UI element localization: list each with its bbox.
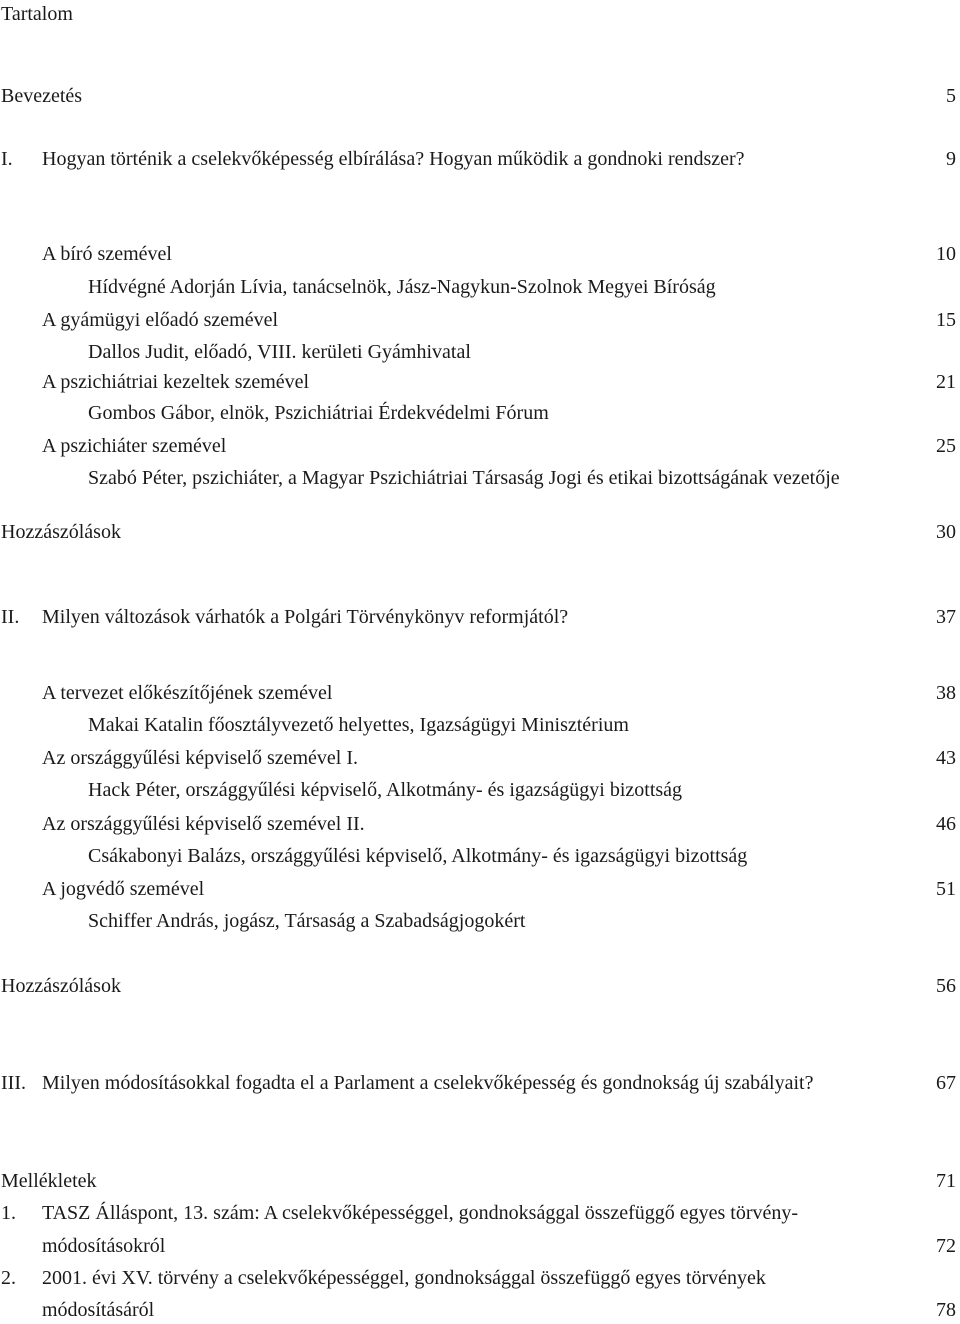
toc-entry[interactable] [0, 82, 956, 110]
toc-entry[interactable] [0, 744, 956, 772]
toc-entry[interactable] [0, 518, 956, 546]
toc-entry-text: Milyen változások várhatók a Polgári Törvénykönyv reformjától? [42, 606, 569, 628]
toc-entry-text: TASZ Álláspont, 13. szám: A cselekvőképességgel, gondnoksággal összefüggő egyes törvény- [42, 1202, 799, 1224]
toc-entry-page: 5 [946, 85, 956, 107]
toc-entry-text: A bíró szemével [42, 243, 172, 265]
toc-entry[interactable] [0, 972, 956, 1000]
toc-entry-text: Csákabonyi Balázs, országgyűlési képviselő, Alkotmány- és igazságügyi bizottság [88, 845, 748, 867]
toc-entry[interactable] [0, 810, 956, 838]
toc-entry-text: módosításáról [42, 1299, 155, 1321]
toc-entry[interactable] [0, 842, 956, 870]
toc-entry-text: Hack Péter, országgyűlési képviselő, Alkotmány- és igazságügyi bizottság [88, 779, 683, 801]
toc-entry-text: Hídvégné Adorján Lívia, tanácselnök, Jász-Nagykun-Szolnok Megyei Bíróság [88, 276, 716, 298]
toc-entry-number: I. [1, 148, 13, 170]
toc-entry-page: 71 [936, 1170, 956, 1192]
toc-entry-page: 67 [936, 1072, 956, 1094]
toc-entry-page: 56 [936, 975, 956, 997]
toc-entry[interactable] [0, 1167, 956, 1195]
toc-entry-text: A pszichiáter szemével [42, 435, 227, 457]
toc-entry-page: 37 [936, 606, 956, 628]
toc-entry-text: Az országgyűlési képviselő szemével II. [42, 813, 365, 835]
toc-entry[interactable] [0, 338, 956, 366]
toc-entry[interactable] [0, 679, 956, 707]
toc-entry-text: Dallos Judit, előadó, VIII. kerületi Gyámhivatal [88, 341, 471, 363]
toc-entry-number: 1. [1, 1202, 16, 1224]
toc-entry-page: 38 [936, 682, 956, 704]
toc-entry-text: Hozzászólások [1, 975, 121, 997]
toc-entry-text: A gyámügyi előadó szemével [42, 309, 279, 331]
toc-entry-page: 51 [936, 878, 956, 900]
toc-entry[interactable] [0, 711, 956, 739]
toc-entry-page: 21 [936, 371, 956, 393]
toc-entry[interactable] [0, 273, 956, 301]
toc-entry-text: Milyen módosításokkal fogadta el a Parlament a cselekvőképesség és gondnokság új szabályait? [42, 1072, 814, 1094]
toc-entry[interactable] [0, 875, 956, 903]
toc-entry[interactable] [0, 464, 956, 492]
toc-entry-page: 9 [946, 148, 956, 170]
toc-entry[interactable] [0, 1264, 956, 1292]
toc-entry-page: 46 [936, 813, 956, 835]
toc-entry-number: 2. [1, 1267, 16, 1289]
toc-entry-page: 25 [936, 435, 956, 457]
toc-entry-text: módosításokról [42, 1235, 166, 1257]
toc-entry-text: Hozzászólások [1, 521, 121, 543]
toc-entry-text: Hogyan történik a cselekvőképesség elbírálása? Hogyan működik a gondnoki rendszer? [42, 148, 745, 170]
toc-entry-text: A pszichiátriai kezeltek szemével [42, 371, 310, 393]
toc-entry[interactable] [0, 368, 956, 396]
toc-entry[interactable] [0, 776, 956, 804]
toc-entry-text: Gombos Gábor, elnök, Pszichiátriai Érdekvédelmi Fórum [88, 402, 549, 424]
toc-entry-text: Makai Katalin főosztályvezető helyettes, Igazságügyi Minisztérium [88, 714, 629, 736]
toc-entry[interactable] [0, 603, 956, 631]
toc-entry[interactable] [0, 432, 956, 460]
toc-entry-page: 43 [936, 747, 956, 769]
toc-entry-text: Bevezetés [1, 85, 83, 107]
toc-entry-text: Mellékletek [1, 1170, 97, 1192]
toc-entry[interactable] [0, 1069, 956, 1097]
toc-entry-text: A jogvédő szemével [42, 878, 205, 900]
page-title: Tartalom [1, 3, 73, 25]
toc-entry-page: 10 [936, 243, 956, 265]
toc-entry-text: Schiffer András, jogász, Társaság a Szabadságjogokért [88, 910, 526, 932]
toc-entry-page: 72 [936, 1235, 956, 1257]
toc-entry-text: A tervezet előkészítőjének szemével [42, 682, 333, 704]
toc-entry[interactable] [0, 907, 956, 935]
toc-entry[interactable] [0, 145, 956, 173]
toc-entry-number: II. [1, 606, 20, 628]
toc-entry-page: 78 [936, 1299, 956, 1321]
toc-entry[interactable] [0, 1232, 956, 1260]
toc-entry[interactable] [0, 306, 956, 334]
toc-entry-number: III. [1, 1072, 26, 1094]
toc-entry-text: Az országgyűlési képviselő szemével I. [42, 747, 359, 769]
toc-entry[interactable] [0, 1296, 956, 1324]
toc-entry-text: Szabó Péter, pszichiáter, a Magyar Pszichiátriai Társaság Jogi és etikai bizottságának vezetője [88, 467, 840, 489]
toc-entry[interactable] [0, 1199, 956, 1227]
toc-entry[interactable] [0, 240, 956, 268]
toc-entry-text: 2001. évi XV. törvény a cselekvőképességgel, gondnoksággal összefüggő egyes törvények [42, 1267, 766, 1289]
toc-entry[interactable] [0, 399, 956, 427]
toc-entry-page: 30 [936, 521, 956, 543]
toc-entry-page: 15 [936, 309, 956, 331]
